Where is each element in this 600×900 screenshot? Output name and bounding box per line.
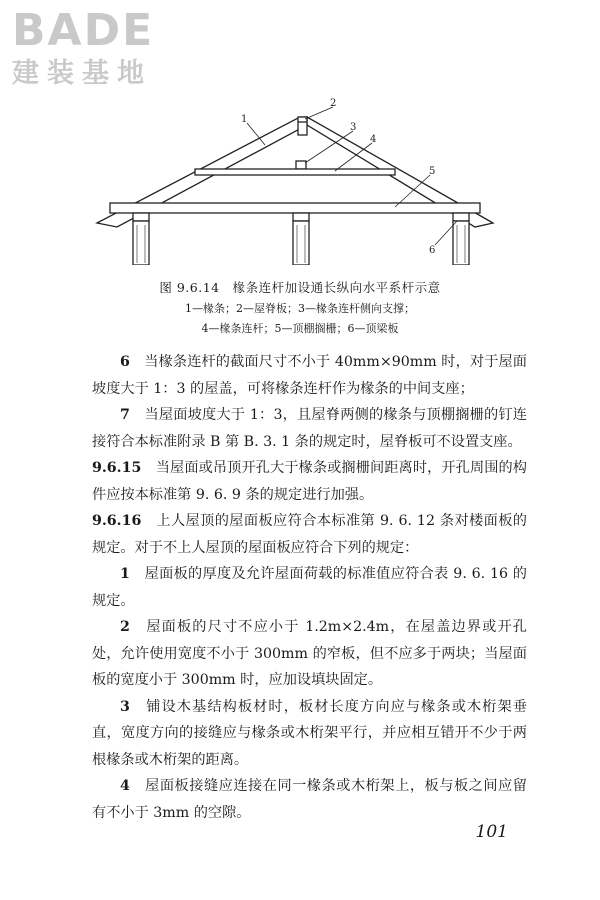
rafter-tie-brace	[296, 161, 306, 169]
item-number: 4	[120, 778, 130, 794]
item-4	[92, 773, 527, 826]
logo-brand: BADE	[12, 5, 155, 56]
ridge-board	[298, 117, 307, 135]
clause-number: 6	[120, 354, 130, 370]
item-text: 铺设木基结构板材时，板材长度方向应与椽条或木桁架垂直，宽度方向的接缝应与椽条或木桁架平行，并应相互错开不少于两根椽条或木桁架的距离。	[92, 698, 527, 768]
rafter-tie	[195, 169, 395, 175]
top-plate-right	[453, 213, 469, 221]
publisher-logo	[12, 5, 155, 90]
logo-subtitle: 建装基地	[12, 58, 152, 89]
figure-legend-line2: 4—椽条连杆；5—顶棚搁栅；6—顶梁板	[201, 322, 399, 335]
roof-diagram	[95, 95, 495, 265]
body-text	[92, 349, 527, 826]
top-plate-center	[293, 213, 309, 221]
label-2: 2	[330, 98, 337, 109]
clause-number: 9.6.16	[92, 513, 142, 529]
clause-text: 当屋面坡度大于 1：3，且屋脊两侧的椽条与顶棚搁栅的钉连接符合本标准附录 B 第 B. 3. 1 条的规定时，屋脊板可不设置支座。	[92, 407, 527, 450]
clause-text: 上人屋顶的屋面板应符合本标准第 9. 6. 12 条对楼面板的规定。对于不上人屋顶的屋面板应符合下列的规定：	[92, 513, 527, 556]
item-number: 3	[120, 698, 130, 715]
item-3	[92, 694, 527, 774]
item-2	[92, 614, 527, 694]
stud-left	[133, 221, 149, 265]
figure-legend-line1: 1—椽条；2—屋脊板；3—椽条连杆侧向支撑；	[185, 302, 415, 315]
label-6: 6	[429, 245, 436, 256]
label-5: 5	[429, 166, 436, 177]
clause-number: 7	[120, 407, 130, 423]
item-number: 1	[120, 566, 130, 582]
item-text: 屋面板的尺寸不应小于 1.2m×2.4m，在屋盖边界或开孔处，允许使用宽度不小于 300mm 的窄板，但不应多于两块；当屋面板的宽度小于 300mm 时，应加设填块固定。	[92, 619, 527, 688]
clause-text: 当屋面或吊顶开孔大于椽条或搁栅间距离时，开孔周围的构件应按本标准第 9. 6. 9 条的规定进行加强。	[92, 460, 527, 503]
item-number: 2	[120, 619, 130, 635]
clause-text: 当椽条连杆的截面尺寸不小于 40mm×90mm 时，对于屋面坡度大于 1：3 的屋盖，可将椽条连杆作为椽条的中间支座；	[92, 354, 527, 397]
page-number: 101	[475, 822, 508, 842]
clause-9-6-15	[92, 455, 527, 508]
item-text: 屋面板的厚度及允许屋面荷载的标准值应符合表 9. 6. 16 的规定。	[92, 566, 527, 609]
item-text: 屋面板接缝应连接在同一椽条或木桁架上，板与板之间应留有不小于 3mm 的空隙。	[92, 778, 527, 821]
item-1	[92, 561, 527, 614]
clause-number: 9.6.15	[92, 460, 142, 476]
top-plate-left	[133, 213, 149, 221]
figure-caption: 图 9.6.14 椽条连杆加设通长纵向水平系杆示意	[159, 280, 441, 295]
ceiling-joist	[110, 203, 480, 213]
clause-7	[92, 402, 527, 455]
label-1: 1	[241, 114, 248, 125]
clause-9-6-16	[92, 508, 527, 561]
label-4: 4	[370, 134, 377, 145]
clause-6	[92, 349, 527, 402]
stud-center	[293, 221, 309, 265]
label-3: 3	[350, 122, 357, 133]
stud-right	[453, 221, 469, 265]
